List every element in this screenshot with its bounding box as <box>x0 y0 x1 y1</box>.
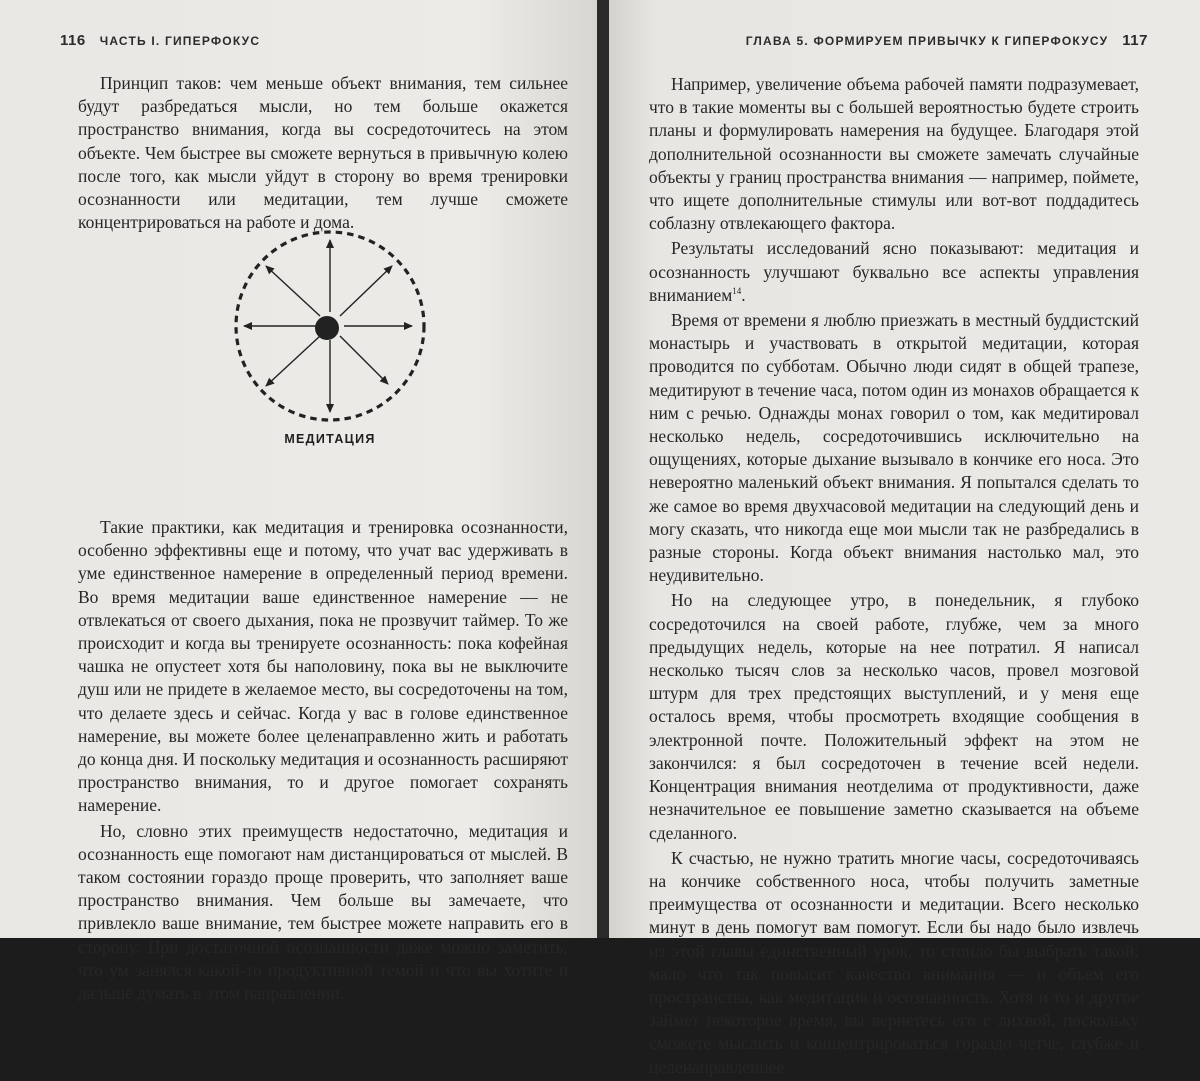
paragraph-with-footnote <box>649 237 1139 307</box>
paragraph: Время от времени я люблю приезжать в местный буддистский монастырь и участвовать в открытой медитации, которая проводится по субботам. Обычно люди сидят в общей трапезе, медитируют в течение часа, потом один из монахов обращается к ним с речью. Однажды монах говорил о том, как медитировал несколько недель, сосредоточившись исключительно на ощущениях, которые дыхание вызывало в кончике его носа. Это невероятно маленький объект внимания. Я попытался сделать то же самое во время двухчасовой медитации на следующий день и могу сказать, что никогда еще мои мысли так не разбредались в разные стороны. Когда объект внимания настолько мал, это неудивительно. <box>649 310 1139 586</box>
paragraph: Но, словно этих преимуществ недостаточно, медитация и осознанность еще помогают нам дистанцироваться от мыслей. В таком состоянии гораздо проще проверить, что заполняет ваше пространство внимания. Чем больше вы замечаете, что привлекло ваше внимание, тем быстрее можете направить его в сторону. При достаточной осознанности даже можно заметить, что ум занялся какой-то продуктивной темой и что вы хотите и дальше думать в этом направлении. <box>78 820 568 1004</box>
right-running-head <box>746 32 1148 49</box>
paragraph: К счастью, не нужно тратить многие часы, сосредоточиваясь на кончике собственного носа, чтобы получить заметные преимущества от осознанности и медитации. Всего несколько минут в день помогут вам помогут. Если бы надо было извлечь из этой главы единственный урок, то стоило бы выбрать такой: мало что так повысит качество внимания — и объем его пространства, как медитация и осознанность. Хотя и то и другое займет некоторое время, вы вернетесь его с лихвой, поскольку сможете мыслить и концентрироваться гораздо четче, глубже и целенаправленнее. <box>649 847 1139 1077</box>
right-page <box>609 0 1200 1077</box>
left-running-head <box>60 32 260 49</box>
right-page-number: 117 <box>1122 32 1148 49</box>
left-running-head-text: ЧАСТЬ I. ГИПЕРФОКУС <box>99 34 261 48</box>
paragraph: Принцип таков: чем меньше объект внимания, тем сильнее будут разбредаться мысли, но тем больше окажется пространство внимания, когда вы сосредоточитесь на этом объекте. Чем быстрее вы сможете вернуться в привычную колею после того, как мысли уйдут в сторону во время тренировки осознанности или медитации, тем лучше сможете концентрироваться на работе и дома. <box>78 73 568 233</box>
left-text-top <box>78 72 568 236</box>
arrow-down-left <box>266 336 320 386</box>
left-page-number: 116 <box>60 32 86 49</box>
meditation-diagram <box>230 226 430 426</box>
right-running-head-text: ГЛАВА 5. ФОРМИРУЕМ ПРИВЫЧКУ К ГИПЕРФОКУСУ <box>745 34 1109 48</box>
paragraph: Но на следующее утро, в понедельник, я глубоко сосредоточился на своей работе, глубже, чем за много предыдущих недель, которые на нее потратил. Я написал несколько тысяч слов за несколько часов, провел мозговой штурм для трех предстоящих выступлений, и у меня еще осталось время, чтобы просмотреть входящие сообщения в электронной почте. Положительный эффект на этом не закончился: я был сосредоточен в течение всей недели. Концентрация внимания неотделима от продуктивности, даже незначительное ее повышение заметно сказывается на объеме сделанного. <box>649 590 1139 843</box>
paragraph: Например, увеличение объема рабочей памяти подразумевает, что в такие моменты вы с большей вероятностью будете строить планы и формулировать намерения на будущее. Благодаря этой дополнительной осознанности вы сможете замечать случайные объекты у границ пространства внимания — например, поймете, что ищете дополнительные стимулы или вот-вот поддадитесь соблазну отвлекающего фактора. <box>649 74 1139 234</box>
arrow-up-left <box>266 266 320 316</box>
figure-caption: МЕДИТАЦИЯ <box>284 432 376 446</box>
book-gutter <box>597 0 609 938</box>
arrow-up-right <box>340 266 392 316</box>
right-text <box>649 73 1139 1081</box>
paragraph: Такие практики, как медитация и тренировка осознанности, особенно эффективны еще и потому, что учат вас удерживать в уме единственное намерение в определенный период времени. Во время медитации ваше единственное намерение — не отвлекаться от своего дыхания, пока не прозвучит таймер. То же происходит и когда вы тренируете осознанность: пока кофейная чашка не опустеет хотя бы наполовину, пока вы не выключите душ или не придете в желаемое место, вы сосредоточены на том, что делаете здесь и сейчас. Когда у вас в голове единственное намерение, вы можете более целенаправленно жить и работать до конца дня. И поскольку медитация и осознанность расширяют пространство внимания, то и другое помогает сохранять намерение. <box>78 517 568 816</box>
paragraph-text: Результаты исследований ясно показывают: медитация и осознанность улучшают буквально все аспекты управления вниманием <box>649 238 1139 305</box>
arrow-down-right <box>340 336 388 384</box>
left-page <box>0 0 597 1004</box>
left-text-bottom <box>78 516 568 1007</box>
center-dot <box>315 316 339 340</box>
footnote-ref[interactable]: 14 <box>732 286 742 296</box>
paragraph-end: . <box>741 284 746 305</box>
